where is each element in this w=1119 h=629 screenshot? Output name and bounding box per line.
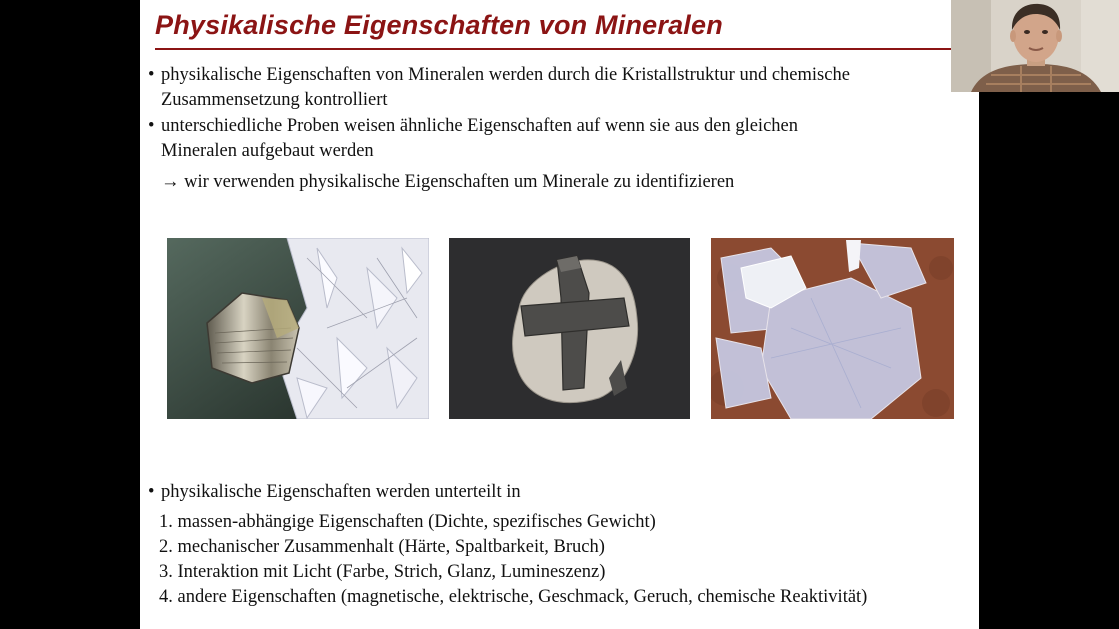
list-item: 2. mechanischer Zusammenhalt (Härte, Spaltbarkeit, Bruch) (159, 537, 605, 557)
bullet-2-line-2: Mineralen aufgebaut werden (161, 141, 374, 161)
bullet-1-line-1: physikalische Eigenschaften von Mineralen werden durch die Kristallstruktur und chemische (161, 65, 850, 85)
pyrite-quartz-photo (167, 238, 429, 419)
fluorite-cleavage-photo (711, 238, 954, 419)
list-item: 3. Interaktion mit Licht (Farbe, Strich, Glanz, Lumineszenz) (159, 562, 606, 582)
slide (140, 0, 979, 629)
bullet-1-line-2: Zusammensetzung kontrolliert (161, 90, 388, 110)
bullet-marker: • (148, 65, 155, 85)
bullet-3-text: physikalische Eigenschaften werden unterteilt in (161, 482, 521, 502)
staurolite-cross-photo (449, 238, 690, 419)
title-underline (155, 48, 965, 50)
arrow-note: → wir verwenden physikalische Eigenschaften um Minerale zu identifizieren (161, 172, 735, 192)
bullet-2-line-1: unterschiedliche Proben weisen ähnliche Eigenschaften auf wenn sie aus den gleichen (161, 116, 798, 136)
list-item: 4. andere Eigenschaften (magnetische, elektrische, Geschmack, Geruch, chemische Reaktivität) (159, 587, 868, 607)
presenter-avatar (951, 0, 1119, 92)
webcam-video[interactable] (951, 0, 1119, 92)
slide-title: Physikalische Eigenschaften von Mineralen (155, 10, 723, 40)
list-item: 1. massen-abhängige Eigenschaften (Dichte, spezifisches Gewicht) (159, 512, 656, 532)
bullet-marker: • (148, 116, 155, 136)
bullet-marker: • (148, 482, 155, 502)
